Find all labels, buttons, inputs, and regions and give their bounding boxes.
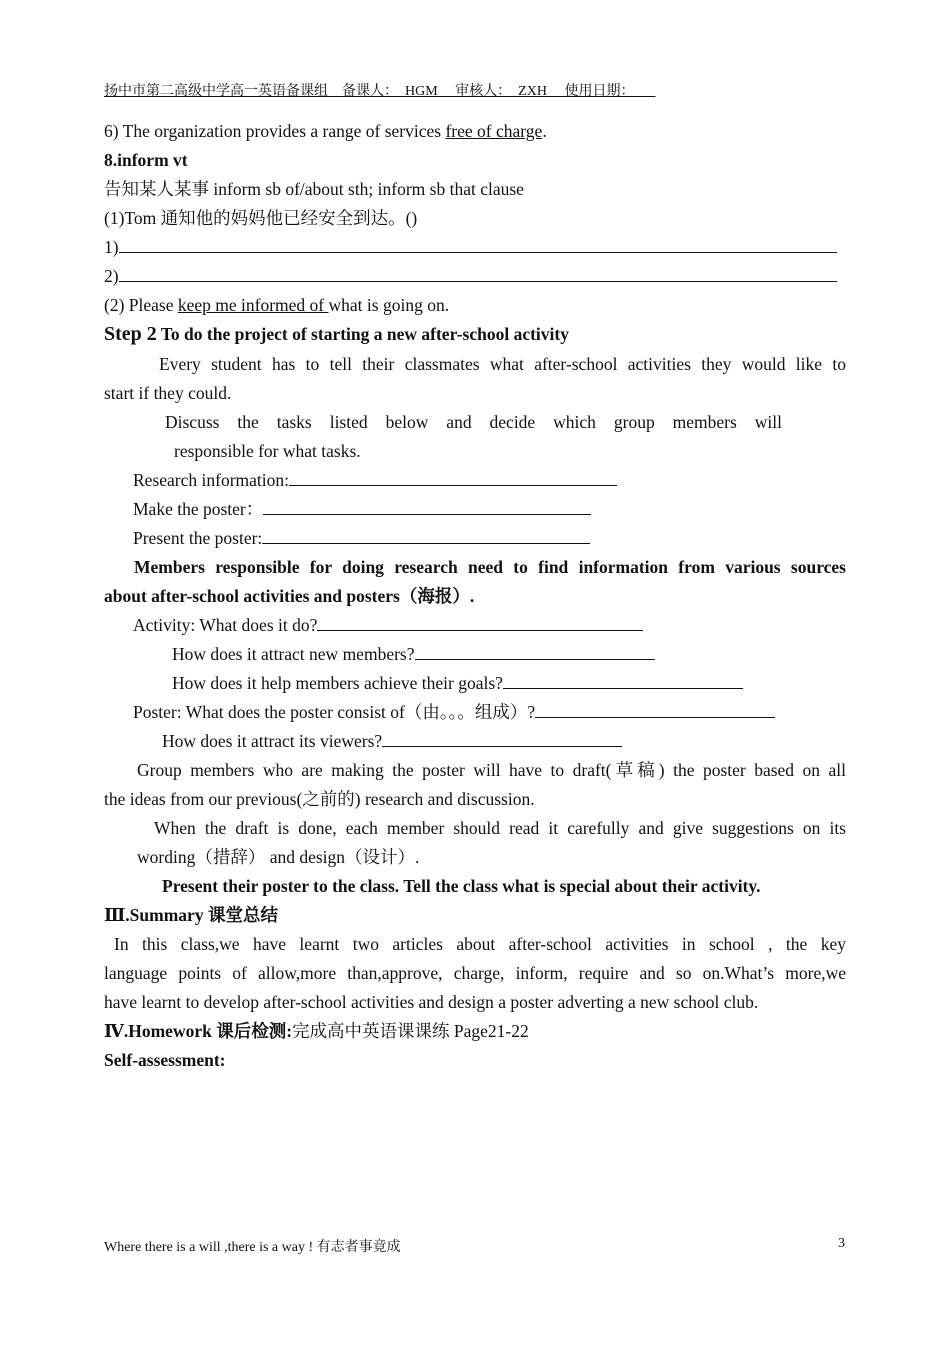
question-text: How does it attract its viewers? bbox=[162, 731, 383, 751]
page-header: 扬中市第二高级中学高一英语备课组 备课人： HGM 审核人： ZXH 使用日期： bbox=[104, 84, 656, 99]
question-text: How does it help members achieve their goals? bbox=[172, 673, 503, 693]
question-poster bbox=[133, 701, 775, 723]
example-sentence-2 bbox=[104, 294, 449, 316]
question-blank[interactable] bbox=[415, 643, 655, 660]
question-text: Activity: What does it do? bbox=[133, 615, 318, 635]
underlined-phrase: keep me informed of bbox=[177, 295, 329, 315]
summary-line: have learnt to develop after-school activities and design a poster adverting a new school club. bbox=[104, 992, 759, 1012]
draft-paragraph-line: When the draft is done, each member should read it carefully and give suggestions on its bbox=[154, 818, 846, 838]
answer-label: 1) bbox=[104, 237, 119, 257]
question-text: How does it attract new members? bbox=[172, 644, 415, 664]
question-attract-members bbox=[172, 643, 655, 665]
text: what is going on. bbox=[328, 295, 450, 315]
text: . bbox=[542, 121, 547, 141]
translation-prompt: (1)Tom 通知他的妈妈他已经安全到达。() bbox=[104, 208, 418, 228]
summary-line: language points of allow,more than,approve, charge, inform, require and so on.What’s more,we bbox=[104, 963, 846, 983]
step-number: Step 2 bbox=[104, 323, 157, 345]
task-label: Make the poster： bbox=[133, 499, 264, 519]
footer-motto: Where there is a will ,there is a way ! 有志者事竟成 bbox=[104, 1240, 401, 1255]
vocab-heading-inform: 8.inform vt bbox=[104, 150, 188, 170]
task-research bbox=[133, 469, 617, 491]
task-blank[interactable] bbox=[263, 498, 591, 515]
task-blank[interactable] bbox=[262, 527, 590, 544]
answer-line-1 bbox=[104, 236, 837, 258]
task-present-poster bbox=[133, 527, 590, 549]
group-paragraph-line: the ideas from our previous(之前的) research and discussion. bbox=[104, 789, 535, 809]
homework-heading: Ⅳ.Homework 课后检测: bbox=[104, 1021, 293, 1041]
homework-line bbox=[104, 1020, 529, 1042]
answer-blank[interactable] bbox=[119, 265, 837, 282]
task-label: Research information: bbox=[133, 470, 289, 490]
summary-line: In this class,we have learnt two articles about after-school activities in school , the key bbox=[114, 934, 846, 954]
task-blank[interactable] bbox=[289, 469, 617, 486]
task-label: Present the poster: bbox=[133, 528, 263, 548]
group-paragraph-line: Group members who are making the poster will have to draft(草稿) the poster based on all bbox=[137, 760, 846, 780]
answer-label: 2) bbox=[104, 266, 119, 286]
page-number: 3 bbox=[838, 1236, 845, 1251]
question-text: Poster: What does the poster consist of（由。。。组成）? bbox=[133, 702, 536, 722]
members-instruction: Members responsible for doing research need to find information from various sources bbox=[134, 557, 846, 577]
task-make-poster bbox=[133, 498, 591, 520]
question-achieve-goals bbox=[172, 672, 743, 694]
intro-paragraph-line: Every student has to tell their classmates what after-school activities they would like to bbox=[159, 354, 846, 374]
self-assessment-heading: Self-assessment: bbox=[104, 1050, 226, 1070]
question-blank[interactable] bbox=[503, 672, 743, 689]
present-instruction: Present their poster to the class. Tell the class what is special about their activity. bbox=[162, 876, 761, 896]
members-instruction: about after-school activities and posters（海报）. bbox=[104, 586, 475, 606]
example-sentence-6 bbox=[104, 120, 547, 142]
question-blank[interactable] bbox=[382, 730, 622, 747]
step-2-heading bbox=[104, 323, 569, 345]
inform-usage: 告知某人某事 inform sb of/about sth; inform sb that clause bbox=[104, 179, 524, 199]
draft-paragraph-line: wording（措辞） and design（设计）. bbox=[137, 847, 420, 867]
answer-blank[interactable] bbox=[119, 236, 837, 253]
underlined-phrase: free of charge bbox=[445, 121, 543, 141]
summary-heading: Ⅲ.Summary 课堂总结 bbox=[104, 905, 278, 925]
question-activity bbox=[133, 614, 643, 636]
step-title: To do the project of starting a new after-school activity bbox=[156, 324, 569, 344]
question-attract-viewers bbox=[162, 730, 622, 752]
question-blank[interactable] bbox=[535, 701, 775, 718]
answer-line-2 bbox=[104, 265, 837, 287]
intro-paragraph-line: start if they could. bbox=[104, 383, 232, 403]
discuss-line: responsible for what tasks. bbox=[174, 441, 361, 461]
question-blank[interactable] bbox=[317, 614, 643, 631]
discuss-line: Discuss the tasks listed below and decide which group members will bbox=[165, 412, 782, 432]
text: (2) Please bbox=[104, 295, 178, 315]
homework-text: 完成高中英语课课练 Page21-22 bbox=[292, 1021, 529, 1041]
text: 6) The organization provides a range of services bbox=[104, 121, 446, 141]
